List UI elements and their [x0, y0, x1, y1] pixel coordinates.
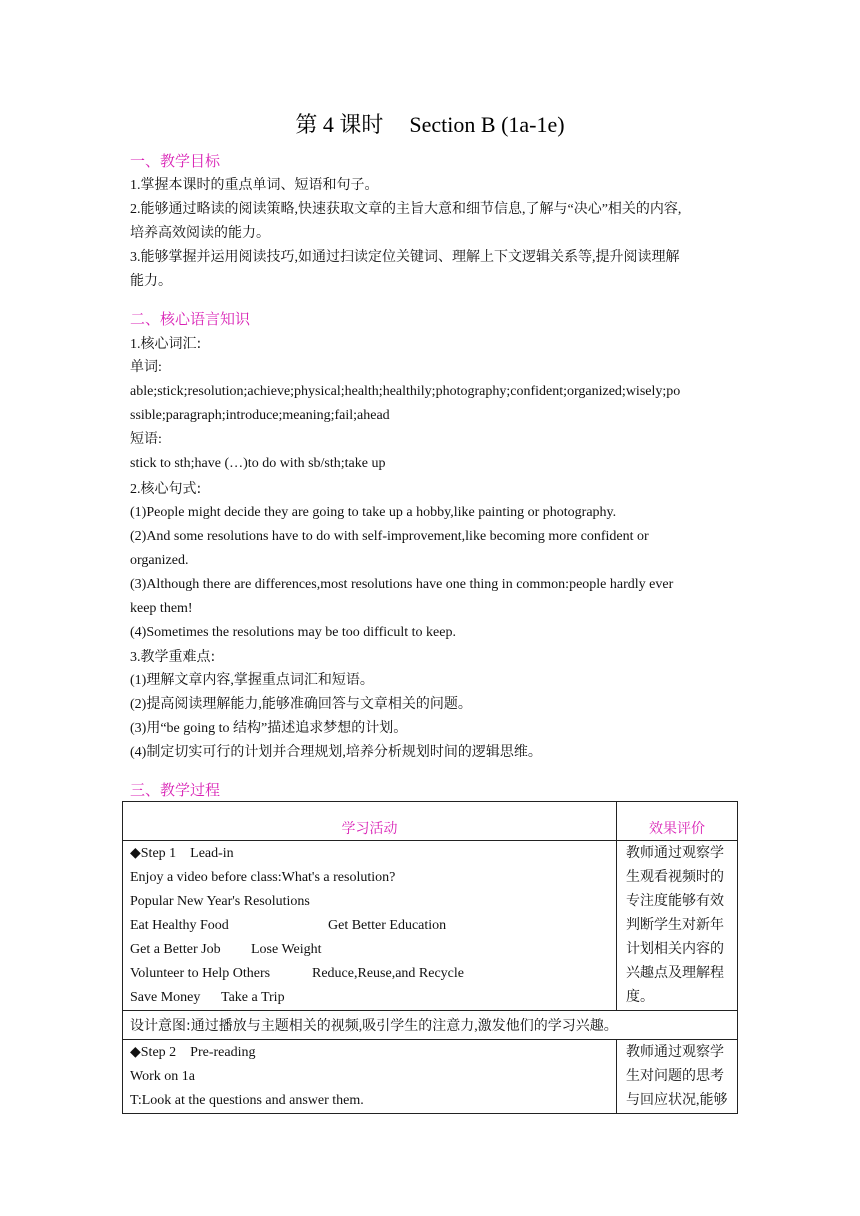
- goal-line: 3.能够掌握并运用阅读技巧,如通过扫读定位关键词、理解上下文逻辑关系等,提升阅读理解: [130, 250, 680, 265]
- sentence-line: (3)Although there are differences,most resolutions have one thing in common:people hardly ever: [130, 577, 674, 592]
- sentence-line: (1)People might decide they are going to take up a hobby,like painting or photography.: [130, 505, 617, 520]
- resolution-item: Eat Healthy Food: [130, 918, 229, 933]
- table-header-row: [123, 802, 738, 841]
- sentences-heading: [130, 477, 201, 502]
- step2-eval-cell: [617, 1040, 738, 1114]
- eval-line: 度。: [626, 990, 654, 1005]
- vocab-heading-text: 核心词汇:: [140, 336, 202, 352]
- step1-line: Popular New Year's Resolutions: [130, 894, 310, 909]
- goal-line: 1.掌握本课时的重点单词、短语和句子。: [130, 178, 379, 193]
- vocab-heading-num: 1.: [130, 337, 141, 352]
- table-row-design: [123, 1011, 738, 1040]
- words-label: 单词:: [130, 360, 162, 375]
- step1-line: [130, 914, 616, 938]
- step1-line: [130, 962, 616, 986]
- step1-line: Enjoy a video before class:What's a resolution?: [130, 870, 396, 885]
- eval-line: 教师通过观察学: [626, 1045, 724, 1060]
- resolution-item: Reduce,Reuse,and Recycle: [312, 966, 464, 981]
- resolution-item: Save Money: [130, 990, 201, 1005]
- sentence-line: (2)And some resolutions have to do with self-improvement,like becoming more confident or: [130, 529, 649, 544]
- keypoints-heading-text: 教学重难点:: [140, 649, 216, 665]
- eval-line: 专注度能够有效: [626, 894, 724, 909]
- sentence-line: (4)Sometimes the resolutions may be too difficult to keep.: [130, 625, 456, 640]
- header-evaluation: 效果评价: [617, 802, 738, 841]
- words-line: able;stick;resolution;achieve;physical;health;healthily;photography;confident;organized;wisely;po: [130, 384, 681, 399]
- goal-line: 培养高效阅读的能力。: [130, 226, 270, 241]
- step2-activity-cell: [123, 1040, 617, 1114]
- step1-title: ◆Step 1 Lead-in: [130, 846, 234, 861]
- page-title: [0, 108, 860, 139]
- goal-line: 2.能够通过略读的阅读策略,快速获取文章的主旨大意和细节信息,了解与“决心”相关的内容,: [130, 202, 682, 217]
- resolution-item: Volunteer to Help Others: [130, 966, 271, 981]
- eval-line: 生观看视频时的: [626, 870, 724, 885]
- keypoints-heading: [130, 645, 215, 670]
- section-heading-core: 二、核心语言知识: [130, 310, 251, 328]
- sentence-line: keep them!: [130, 601, 193, 616]
- words-line: ssible;paragraph;introduce;meaning;fail;ahead: [130, 408, 390, 423]
- table-row-step1: [123, 841, 738, 1011]
- title-section: Section B (1a-1e): [409, 112, 565, 137]
- step1-line: [130, 938, 616, 962]
- design-intent-label: 设计意图:: [130, 1018, 191, 1034]
- sentence-line: organized.: [130, 553, 189, 568]
- keypoint-line: (4)制定切实可行的计划并合理规划,培养分析规划时间的逻辑思维。: [130, 745, 542, 760]
- keypoint-line: (2)提高阅读理解能力,能够准确回答与文章相关的问题。: [130, 697, 472, 712]
- eval-line: 与回应状况,能够: [626, 1093, 728, 1108]
- step2-line: T:Look at the questions and answer them.: [130, 1093, 364, 1108]
- eval-line: 判断学生对新年: [626, 918, 724, 933]
- phrases-line: stick to sth;have (…)to do with sb/sth;take up: [130, 456, 386, 471]
- step2-line: Work on 1a: [130, 1069, 195, 1084]
- keypoint-line: (1)理解文章内容,掌握重点词汇和短语。: [130, 673, 374, 688]
- table-row-step2: [123, 1040, 738, 1114]
- eval-line: 兴趣点及理解程: [626, 966, 724, 981]
- eval-line: 计划相关内容的: [626, 942, 724, 957]
- resolution-item: Take a Trip: [221, 990, 285, 1005]
- section-heading-goals: 一、教学目标: [130, 152, 221, 170]
- section-heading-process: 三、教学过程: [130, 781, 221, 799]
- step1-eval-cell: [617, 841, 738, 1011]
- step1-activity-cell: [123, 841, 617, 1011]
- step1-line: [130, 986, 616, 1010]
- keypoint-line: (3)用“be going to 结构”描述追求梦想的计划。: [130, 721, 408, 736]
- eval-line: 生对问题的思考: [626, 1069, 724, 1084]
- resolution-item: Get a Better Job: [130, 942, 221, 957]
- sentences-heading-text: 核心句式:: [140, 481, 202, 497]
- header-activity: 学习活动: [123, 802, 617, 841]
- design-intent-text: 通过播放与主题相关的视频,吸引学生的注意力,激发他们的学习兴趣。: [190, 1019, 618, 1034]
- goal-line: 能力。: [130, 274, 172, 289]
- teaching-process-table: [122, 801, 738, 1114]
- vocab-heading: [130, 332, 201, 357]
- design-intent-cell: [123, 1011, 738, 1040]
- eval-line: 教师通过观察学: [626, 846, 724, 861]
- sentences-heading-num: 2.: [130, 482, 141, 497]
- step2-title: ◆Step 2 Pre-reading: [130, 1045, 256, 1060]
- resolution-item: Lose Weight: [251, 942, 322, 957]
- phrases-label: 短语:: [130, 432, 162, 447]
- resolution-item: Get Better Education: [328, 918, 447, 933]
- title-lesson: 第 4 课时: [295, 112, 384, 137]
- keypoints-heading-num: 3.: [130, 650, 141, 665]
